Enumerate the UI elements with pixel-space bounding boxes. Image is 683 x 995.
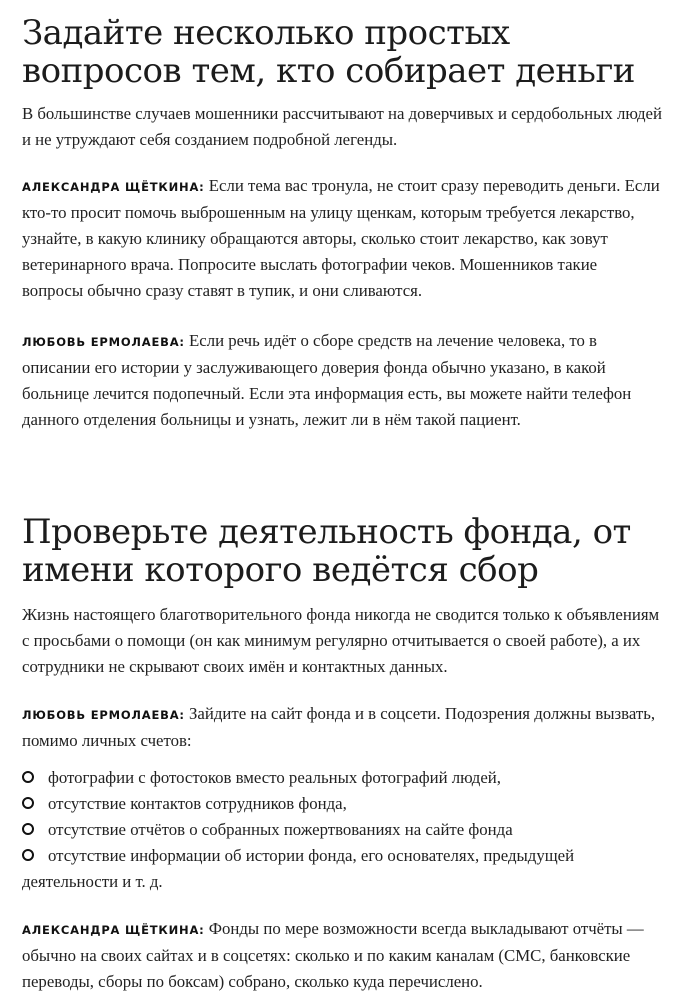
expert-quote-text: Фонды по мере возможности всегда выкладывают отчёты — обычно на своих сайтах и в соцсетях: сколько и по каким каналам (СМС, банковские переводы, сборы по боксам) собрано, сколько куда перечислено.: [22, 919, 644, 991]
circle-bullet-icon: [22, 797, 34, 809]
section-heading-ask-questions: Задайте несколько простых вопросов тем, кто собирает деньги: [22, 13, 635, 91]
expert-quote-text: Зайдите на сайт фонда и в соцсети. Подозрения должны вызвать, помимо личных счетов:: [22, 704, 656, 750]
expert-name: ЛЮБОВЬ ЕРМОЛАЕВА:: [22, 335, 185, 349]
expert-name: ЛЮБОВЬ ЕРМОЛАЕВА:: [22, 708, 185, 722]
warning-signs-list: [22, 765, 662, 895]
section-heading-check-fund: Проверьте деятельность фонда, от имени которого ведётся сбор: [22, 512, 631, 590]
circle-bullet-icon: [22, 823, 34, 835]
section-intro-paragraph: В большинстве случаев мошенники рассчитывают на доверчивых и сердобольных людей и не утруждают себя созданием подробной легенды.: [22, 104, 662, 149]
expert-quote-paragraph: [22, 173, 662, 304]
expert-quote-text: Если тема вас тронула, не стоит сразу переводить деньги. Если кто-то просит помочь выброшенным на улицу щенкам, которым требуется лекарство, узнайте, в какую клинику обращаются авторы, сколько стоит лекарство, как зовут ветеринарного врача. Попросите выслать фотографии чеков. Мошенников такие вопросы обычно сразу ставят в тупик, и они сливаются.: [22, 176, 660, 300]
circle-bullet-icon: [22, 771, 34, 783]
expert-name: АЛЕКСАНДРА ЩЁТКИНА:: [22, 180, 205, 194]
list-item-text: фотографии с фотостоков вместо реальных фотографий людей,: [48, 768, 501, 787]
expert-quote-paragraph: [22, 701, 662, 754]
expert-name: АЛЕКСАНДРА ЩЁТКИНА:: [22, 923, 205, 937]
expert-quote-paragraph: [22, 328, 662, 433]
expert-quote-text: Если речь идёт о сборе средств на лечение человека, то в описании его истории у заслуживающего доверия фонда обычно указано, в какой больнице лечится подопечный. Если эта информация есть, вы можете найти телефон данного отделения больницы и узнать, лежит ли в нём такой пациент.: [22, 331, 632, 429]
circle-bullet-icon: [22, 849, 34, 861]
expert-quote-paragraph: [22, 916, 662, 995]
list-item: [22, 765, 662, 791]
list-item-text: отсутствие контактов сотрудников фонда,: [48, 794, 347, 813]
list-item-text: отсутствие отчётов о собранных пожертвованиях на сайте фонда: [48, 820, 513, 839]
list-item: [22, 817, 662, 843]
list-item-text: отсутствие информации об истории фонда, его основателях, предыдущей деятельности и т. д.: [22, 846, 575, 891]
section-intro-paragraph: Жизнь настоящего благотворительного фонда никогда не сводится только к объявлениям с просьбами о помощи (он как минимум регулярно отчитывается о своей работе), а их сотрудники не скрывают своих имён и контактных данных.: [22, 605, 660, 676]
list-item: [22, 791, 662, 817]
list-item: [22, 843, 662, 895]
